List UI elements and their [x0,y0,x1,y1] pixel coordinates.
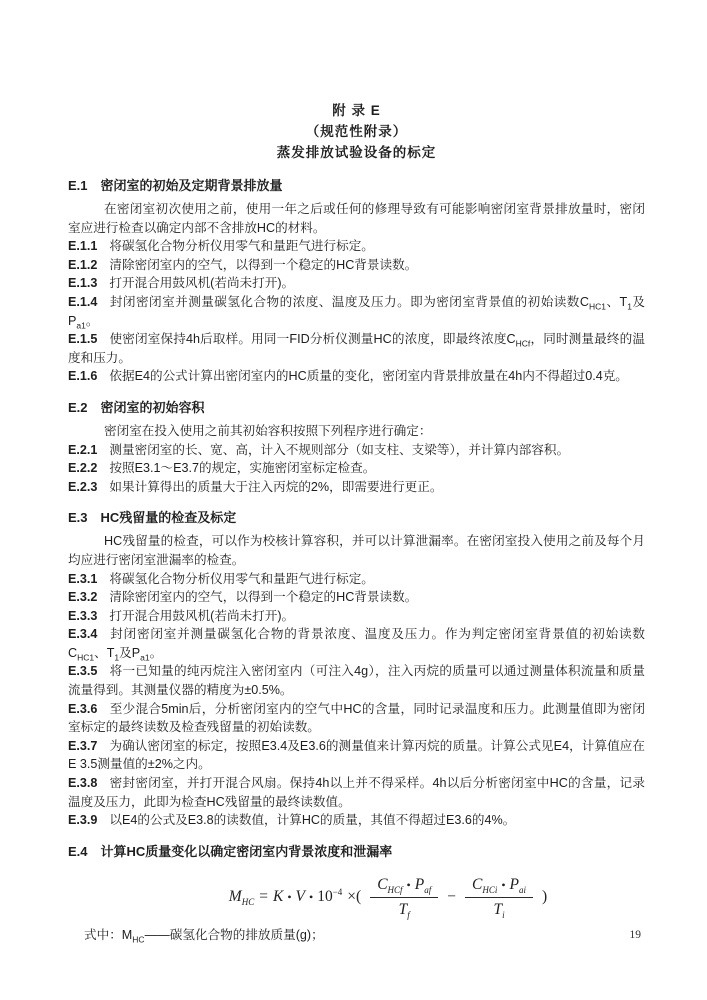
clause [68,237,645,256]
clause-number: E.1.4 [68,294,98,309]
clause-text: 将一已知量的纯丙烷注入密闭室内（可注入4g），注入丙烷的质量可以通过测量体积流量和质量流量得到。其测量仪器的精度为±0.5%。 [68,664,645,698]
clause [68,274,645,293]
clause [68,607,645,626]
clause-number: E.3.3 [68,608,98,623]
clause-number: E.3.6 [68,701,98,716]
section-intro: HC残留量的检查，可以作为校核计算容积，并可以计算泄漏率。在密闭室投入使用之前及每个月均应进行密闭室泄漏率的检查。 [68,534,645,567]
clause [68,700,645,737]
times-open-paren: ×( [347,888,362,906]
clause [68,774,645,811]
clause [68,256,645,275]
fraction-initial-denominator: $T_i$ [493,900,505,920]
section-number: E.1 [68,178,88,193]
clause-text: 以E4的公式及E3.8的读数值，计算HC的质量，其值不得超过E3.6的4%。 [109,813,516,828]
clause-text: 为确认密闭室的标定，按照E3.4及E3.6的测量值来计算丙烷的质量。计算公式见E4，计算值应在 E 3.5测量值的±2%之内。 [68,738,645,772]
formula-k: K [272,888,284,906]
section-heading-e1 [68,176,645,195]
section-heading-e2 [68,398,645,417]
appendix-subject: 蒸发排放试验设备的标定 [276,145,437,160]
clause-text: 如果计算得出的质量大于注入丙烷的2%，即需要进行更正。 [109,479,443,494]
page-number: 19 [629,929,641,941]
clause-number: E.2.2 [68,461,98,476]
clause [68,441,645,460]
clause-number: E.2.1 [68,442,98,457]
clause-text: 打开混合用鼓风机(若尚未打开)。 [109,608,295,623]
formula-v: V [295,888,305,906]
equals-sign: = [259,888,268,906]
clause-text: 清除密闭室内的空气，以得到一个稳定的HC背景读数。 [109,590,418,605]
clause-number: E.3.7 [68,738,98,753]
section-title: 密闭室的初始容积 [100,399,205,415]
minus-sign: − [447,888,456,906]
clause-number: E.2.3 [68,479,98,494]
clause-number: E.3.5 [68,664,98,679]
section-title: 密闭室的初始及定期背景排放量 [100,178,283,193]
clause [68,811,645,830]
fraction-final [370,876,438,919]
clause [68,737,645,774]
clause-number: E.3.9 [68,813,98,828]
section-heading-e3 [68,508,645,527]
appendix-title: 附 录 E [332,103,381,118]
clause-number: E.3.4 [68,627,98,642]
clause-text: 封闭密闭室并测量碳氢化合物的背景浓度、温度及压力。作为判定密闭室背景值的初始读数$C_{HC1}$、$T_1$及$P_{a1}$。 [68,627,645,663]
section-intro: 在密闭室初次使用之前，使用一年之后或任何的修理导致有可能影响密闭室背景排放量时，密闭室应进行检查以确定内部不含排放HC的材料。 [68,202,645,235]
clause-text: 封闭密闭室并测量碳氢化合物的浓度、温度及压力。即为密闭室背景值的初始读数$C_{HC1}$、$T_1$及$P_{a1}$。 [68,294,645,331]
formula-mhc-symbol: $M_{HC}$ [228,888,255,908]
where-definition-line: 式中：$M_{HC}——$碳氢化合物的排放质量(g)； [84,927,324,945]
section-number: E.3 [68,510,88,526]
close-paren: ) [542,888,548,906]
clause [68,570,645,589]
dot-operator: • [309,889,314,904]
clause-text: 清除密闭室内的空气，以得到一个稳定的HC背景读数。 [109,257,418,272]
clause-number: E.1.2 [68,257,98,272]
clause [68,367,645,386]
dot-operator: • [287,889,292,904]
clause-number: E.1.6 [68,369,98,384]
fraction-initial [465,876,533,919]
clause [68,459,645,478]
clause-text: 打开混合用鼓风机(若尚未打开)。 [109,276,295,291]
clause [68,625,645,662]
section-title: HC残留量的检查及标定 [100,510,237,526]
clause [68,588,645,607]
clause [68,330,645,367]
section-title: 计算HC质量变化以确定密闭室内背景浓度和泄漏率 [100,843,393,859]
section-heading-e4 [68,842,645,861]
section-number: E.2 [68,399,88,415]
clause-text: 将碳氢化合物分析仪用零气和量距气进行标定。 [109,239,374,254]
clause-text: 至少混合5min后，分析密闭室内的空气中HC的含量，同时记录温度和压力。此测量值即为密闭室标定的最终读数及检查残留量的初始读数。 [68,701,645,735]
formula-mhc [102,876,679,919]
fraction-initial-numerator: $C_{HCi}$ • $P_{ai}$ [465,876,533,898]
section-intro: 密闭室在投入使用之前其初始容积按照下列程序进行确定： [104,423,432,438]
clause-text: 将碳氢化合物分析仪用零气和量距气进行标定。 [109,571,374,586]
clause-text: 密封密闭室，并打开混合风扇。保持4h以上并不得采样。4h以后分析密闭室中HC的含量，记录温度及压力，此即为检查HC残留量的最终读数值。 [68,776,645,809]
fraction-final-denominator: $T_f$ [398,900,410,920]
clause-text: 使密闭室保持4h后取样。用同一FID分析仪测量HC的浓度，即最终浓度$C_{HCf}$，同时测量最终的温度和压力。 [68,332,645,365]
clause-number: E.3.1 [68,571,98,586]
clause-number: E.1.3 [68,276,98,291]
appendix-kind: （规范性附录） [305,124,408,139]
appendix-title-block [68,100,645,163]
fraction-final-numerator: $C_{HCf}$ • $P_{af}$ [370,876,438,898]
clause [68,662,645,699]
clause-text: 测量密闭室的长、宽、高，计入不规则部分（如支柱、支梁等），并计算内部容积。 [109,442,570,457]
clause-number: E.3.8 [68,776,98,791]
clause [68,478,645,497]
formula-ten-power: $10^{-4}$ [317,887,343,906]
clause-text: 依据E4的公式计算出密闭室内的HC质量的变化，密闭室内背景排放量在4h内不得超过0.4克。 [109,369,628,384]
section-number: E.4 [68,843,88,859]
clause-text: 按照E3.1～E3.7的规定，实施密闭室标定检查。 [109,461,376,476]
clause-number: E.1.1 [68,239,98,254]
clause [68,293,645,330]
clause-number: E.1.5 [68,332,98,347]
clause-number: E.3.2 [68,590,98,605]
